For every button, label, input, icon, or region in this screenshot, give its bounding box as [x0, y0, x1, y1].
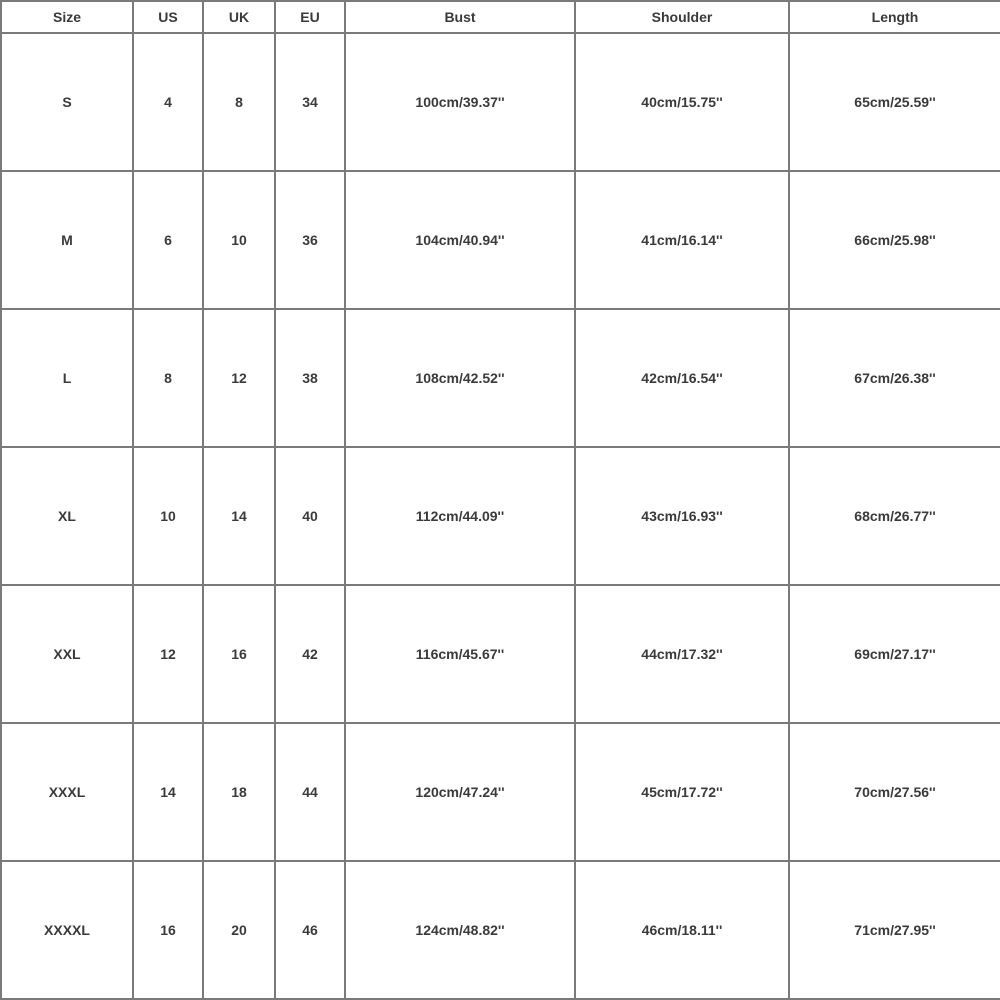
- cell-shoulder: 44cm/17.32'': [575, 585, 789, 723]
- cell-bust: 112cm/44.09'': [345, 447, 575, 585]
- cell-us: 10: [133, 447, 203, 585]
- cell-bust: 116cm/45.67'': [345, 585, 575, 723]
- cell-us: 16: [133, 861, 203, 999]
- cell-eu: 44: [275, 723, 345, 861]
- cell-shoulder: 40cm/15.75'': [575, 33, 789, 171]
- cell-length: 65cm/25.59'': [789, 33, 1000, 171]
- cell-bust: 124cm/48.82'': [345, 861, 575, 999]
- table-row: [1, 861, 1000, 999]
- cell-eu: 46: [275, 861, 345, 999]
- header-size: Size: [1, 1, 133, 33]
- table-row: [1, 447, 1000, 585]
- cell-bust: 120cm/47.24'': [345, 723, 575, 861]
- cell-eu: 34: [275, 33, 345, 171]
- cell-length: 67cm/26.38'': [789, 309, 1000, 447]
- cell-size: M: [1, 171, 133, 309]
- cell-uk: 18: [203, 723, 275, 861]
- cell-uk: 10: [203, 171, 275, 309]
- cell-length: 70cm/27.56'': [789, 723, 1000, 861]
- cell-uk: 20: [203, 861, 275, 999]
- cell-bust: 108cm/42.52'': [345, 309, 575, 447]
- cell-shoulder: 43cm/16.93'': [575, 447, 789, 585]
- cell-shoulder: 42cm/16.54'': [575, 309, 789, 447]
- cell-size: L: [1, 309, 133, 447]
- cell-uk: 16: [203, 585, 275, 723]
- header-row: [1, 1, 1000, 33]
- header-us: US: [133, 1, 203, 33]
- header-shoulder: Shoulder: [575, 1, 789, 33]
- cell-bust: 104cm/40.94'': [345, 171, 575, 309]
- cell-eu: 42: [275, 585, 345, 723]
- cell-size: XL: [1, 447, 133, 585]
- cell-size: XXL: [1, 585, 133, 723]
- cell-uk: 12: [203, 309, 275, 447]
- cell-us: 14: [133, 723, 203, 861]
- cell-bust: 100cm/39.37'': [345, 33, 575, 171]
- cell-size: XXXXL: [1, 861, 133, 999]
- cell-us: 6: [133, 171, 203, 309]
- cell-length: 69cm/27.17'': [789, 585, 1000, 723]
- cell-eu: 36: [275, 171, 345, 309]
- cell-us: 4: [133, 33, 203, 171]
- cell-size: S: [1, 33, 133, 171]
- table-row: [1, 723, 1000, 861]
- cell-uk: 14: [203, 447, 275, 585]
- cell-uk: 8: [203, 33, 275, 171]
- header-length: Length: [789, 1, 1000, 33]
- table-row: [1, 585, 1000, 723]
- cell-shoulder: 46cm/18.11'': [575, 861, 789, 999]
- table-row: [1, 171, 1000, 309]
- cell-eu: 40: [275, 447, 345, 585]
- cell-length: 71cm/27.95'': [789, 861, 1000, 999]
- cell-eu: 38: [275, 309, 345, 447]
- cell-size: XXXL: [1, 723, 133, 861]
- table-row: [1, 33, 1000, 171]
- cell-shoulder: 45cm/17.72'': [575, 723, 789, 861]
- cell-length: 66cm/25.98'': [789, 171, 1000, 309]
- cell-shoulder: 41cm/16.14'': [575, 171, 789, 309]
- header-bust: Bust: [345, 1, 575, 33]
- cell-us: 12: [133, 585, 203, 723]
- cell-us: 8: [133, 309, 203, 447]
- cell-length: 68cm/26.77'': [789, 447, 1000, 585]
- header-eu: EU: [275, 1, 345, 33]
- table-row: [1, 309, 1000, 447]
- header-uk: UK: [203, 1, 275, 33]
